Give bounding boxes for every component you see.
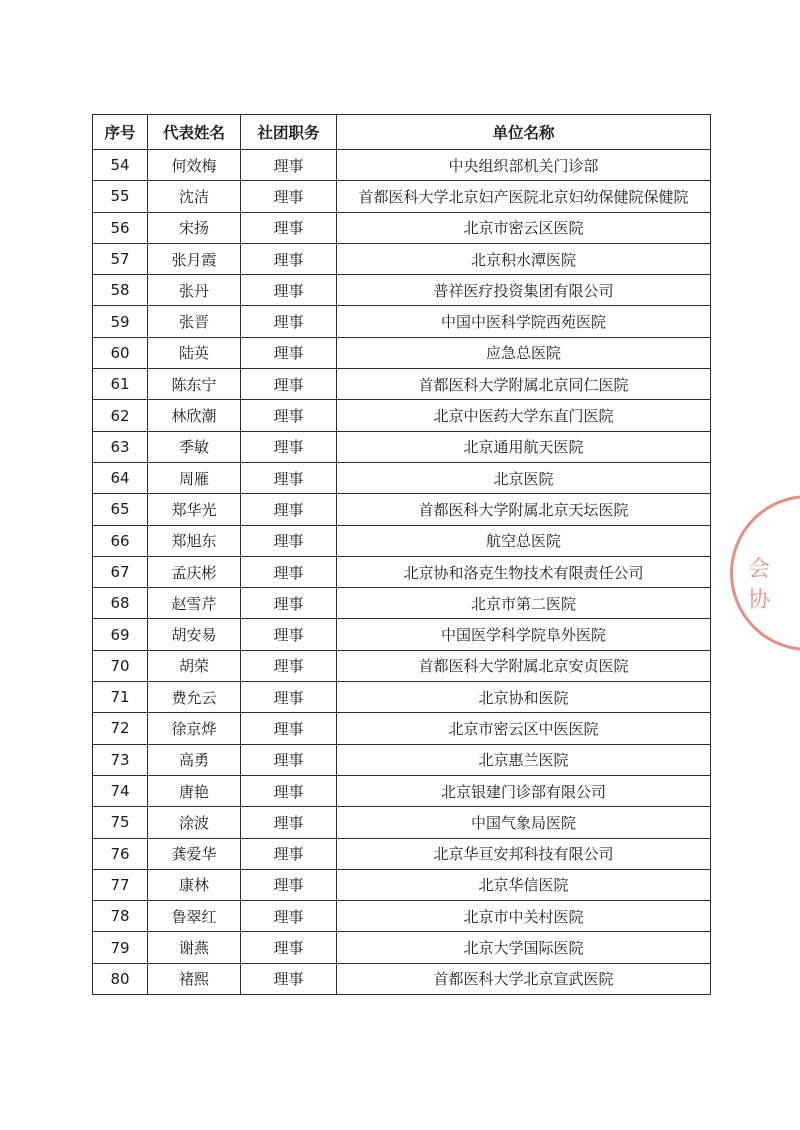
cell-association-role: 理事 — [241, 150, 337, 181]
cell-serial-number: 57 — [93, 243, 148, 274]
table-row — [93, 462, 711, 493]
header-representative-name: 代表姓名 — [148, 115, 241, 150]
cell-serial-number: 70 — [93, 650, 148, 681]
cell-serial-number: 66 — [93, 525, 148, 556]
cell-serial-number: 72 — [93, 713, 148, 744]
cell-organization-name: 北京银建门诊部有限公司 — [337, 775, 711, 806]
cell-association-role: 理事 — [241, 932, 337, 963]
cell-serial-number: 59 — [93, 306, 148, 337]
cell-organization-name: 首都医科大学附属北京同仁医院 — [337, 369, 711, 400]
cell-representative-name: 张月霞 — [148, 243, 241, 274]
cell-representative-name: 沈洁 — [148, 181, 241, 212]
cell-representative-name: 鲁翠红 — [148, 901, 241, 932]
cell-association-role: 理事 — [241, 869, 337, 900]
cell-serial-number: 79 — [93, 932, 148, 963]
cell-representative-name: 宋扬 — [148, 212, 241, 243]
cell-association-role: 理事 — [241, 275, 337, 306]
cell-representative-name: 张晋 — [148, 306, 241, 337]
cell-association-role: 理事 — [241, 556, 337, 587]
cell-association-role: 理事 — [241, 181, 337, 212]
cell-organization-name: 北京惠兰医院 — [337, 744, 711, 775]
cell-representative-name: 胡荣 — [148, 650, 241, 681]
table-row — [93, 556, 711, 587]
cell-organization-name: 首都医科大学附属北京安贞医院 — [337, 650, 711, 681]
cell-representative-name: 郑华光 — [148, 494, 241, 525]
cell-representative-name: 赵雪芹 — [148, 588, 241, 619]
cell-association-role: 理事 — [241, 901, 337, 932]
cell-representative-name: 陆英 — [148, 337, 241, 368]
cell-association-role: 理事 — [241, 713, 337, 744]
cell-organization-name: 北京大学国际医院 — [337, 932, 711, 963]
cell-organization-name: 北京通用航天医院 — [337, 431, 711, 462]
cell-association-role: 理事 — [241, 337, 337, 368]
cell-association-role: 理事 — [241, 462, 337, 493]
cell-serial-number: 58 — [93, 275, 148, 306]
cell-representative-name: 康林 — [148, 869, 241, 900]
cell-association-role: 理事 — [241, 588, 337, 619]
cell-association-role: 理事 — [241, 838, 337, 869]
cell-serial-number: 62 — [93, 400, 148, 431]
member-roster-table — [92, 114, 711, 995]
cell-association-role: 理事 — [241, 963, 337, 994]
table-row — [93, 212, 711, 243]
cell-representative-name: 张丹 — [148, 275, 241, 306]
table-row — [93, 807, 711, 838]
cell-organization-name: 普祥医疗投资集团有限公司 — [337, 275, 711, 306]
cell-organization-name: 中国气象局医院 — [337, 807, 711, 838]
cell-representative-name: 胡安易 — [148, 619, 241, 650]
cell-association-role: 理事 — [241, 619, 337, 650]
table-row — [93, 369, 711, 400]
cell-organization-name: 北京市密云区医院 — [337, 212, 711, 243]
cell-organization-name: 北京市密云区中医医院 — [337, 713, 711, 744]
cell-representative-name: 龚爱华 — [148, 838, 241, 869]
cell-serial-number: 78 — [93, 901, 148, 932]
cell-association-role: 理事 — [241, 400, 337, 431]
cell-serial-number: 67 — [93, 556, 148, 587]
table-row — [93, 400, 711, 431]
cell-organization-name: 中国中医科学院西苑医院 — [337, 306, 711, 337]
cell-serial-number: 68 — [93, 588, 148, 619]
header-organization-name: 单位名称 — [337, 115, 711, 150]
cell-representative-name: 郑旭东 — [148, 525, 241, 556]
cell-organization-name: 北京协和医院 — [337, 682, 711, 713]
cell-serial-number: 74 — [93, 775, 148, 806]
table-row — [93, 150, 711, 181]
table-row — [93, 337, 711, 368]
cell-association-role: 理事 — [241, 306, 337, 337]
cell-representative-name: 陈东宁 — [148, 369, 241, 400]
table-row — [93, 963, 711, 994]
cell-organization-name: 北京华亘安邦科技有限公司 — [337, 838, 711, 869]
cell-association-role: 理事 — [241, 525, 337, 556]
cell-serial-number: 77 — [93, 869, 148, 900]
table-header-row — [93, 115, 711, 150]
cell-organization-name: 北京协和洛克生物技术有限责任公司 — [337, 556, 711, 587]
cell-representative-name: 季敏 — [148, 431, 241, 462]
table-row — [93, 306, 711, 337]
cell-association-role: 理事 — [241, 650, 337, 681]
table-row — [93, 838, 711, 869]
cell-organization-name: 首都医科大学附属北京天坛医院 — [337, 494, 711, 525]
cell-serial-number: 71 — [93, 682, 148, 713]
table-row — [93, 619, 711, 650]
cell-representative-name: 林欣潮 — [148, 400, 241, 431]
cell-organization-name: 北京积水潭医院 — [337, 243, 711, 274]
cell-organization-name: 北京医院 — [337, 462, 711, 493]
cell-association-role: 理事 — [241, 682, 337, 713]
cell-organization-name: 首都医科大学北京宣武医院 — [337, 963, 711, 994]
cell-serial-number: 75 — [93, 807, 148, 838]
cell-serial-number: 55 — [93, 181, 148, 212]
cell-representative-name: 周雁 — [148, 462, 241, 493]
cell-organization-name: 应急总医院 — [337, 337, 711, 368]
cell-representative-name: 何效梅 — [148, 150, 241, 181]
cell-association-role: 理事 — [241, 744, 337, 775]
table-row — [93, 682, 711, 713]
table-row — [93, 869, 711, 900]
cell-organization-name: 北京华信医院 — [337, 869, 711, 900]
cell-organization-name: 首都医科大学北京妇产医院北京妇幼保健院保健院 — [337, 181, 711, 212]
table-row — [93, 932, 711, 963]
cell-serial-number: 69 — [93, 619, 148, 650]
cell-serial-number: 54 — [93, 150, 148, 181]
cell-representative-name: 费允云 — [148, 682, 241, 713]
cell-representative-name: 唐艳 — [148, 775, 241, 806]
header-association-role: 社团职务 — [241, 115, 337, 150]
cell-organization-name: 北京市中关村医院 — [337, 901, 711, 932]
cell-serial-number: 64 — [93, 462, 148, 493]
table-row — [93, 243, 711, 274]
cell-representative-name: 涂波 — [148, 807, 241, 838]
cell-association-role: 理事 — [241, 212, 337, 243]
table-row — [93, 650, 711, 681]
table-body — [93, 150, 711, 995]
cell-serial-number: 65 — [93, 494, 148, 525]
cell-serial-number: 80 — [93, 963, 148, 994]
cell-organization-name: 中国医学科学院阜外医院 — [337, 619, 711, 650]
cell-representative-name: 谢燕 — [148, 932, 241, 963]
table-row — [93, 744, 711, 775]
cell-association-role: 理事 — [241, 807, 337, 838]
cell-serial-number: 56 — [93, 212, 148, 243]
cell-organization-name: 中央组织部机关门诊部 — [337, 150, 711, 181]
cell-representative-name: 徐京烨 — [148, 713, 241, 744]
cell-serial-number: 60 — [93, 337, 148, 368]
table-row — [93, 775, 711, 806]
cell-serial-number: 61 — [93, 369, 148, 400]
cell-representative-name: 高勇 — [148, 744, 241, 775]
cell-association-role: 理事 — [241, 494, 337, 525]
table-row — [93, 494, 711, 525]
table-row — [93, 431, 711, 462]
cell-organization-name: 北京中医药大学东直门医院 — [337, 400, 711, 431]
cell-association-role: 理事 — [241, 431, 337, 462]
table-row — [93, 588, 711, 619]
cell-serial-number: 73 — [93, 744, 148, 775]
cell-organization-name: 航空总医院 — [337, 525, 711, 556]
seal-text: 会协 — [748, 557, 789, 613]
table-row — [93, 181, 711, 212]
table-row — [93, 525, 711, 556]
cell-representative-name: 褚熙 — [148, 963, 241, 994]
table-row — [93, 275, 711, 306]
header-serial-number: 序号 — [93, 115, 148, 150]
cell-representative-name: 孟庆彬 — [148, 556, 241, 587]
cell-association-role: 理事 — [241, 243, 337, 274]
cell-association-role: 理事 — [241, 775, 337, 806]
cell-association-role: 理事 — [241, 369, 337, 400]
cell-serial-number: 76 — [93, 838, 148, 869]
table-row — [93, 713, 711, 744]
cell-serial-number: 63 — [93, 431, 148, 462]
table-row — [93, 901, 711, 932]
cell-organization-name: 北京市第二医院 — [337, 588, 711, 619]
